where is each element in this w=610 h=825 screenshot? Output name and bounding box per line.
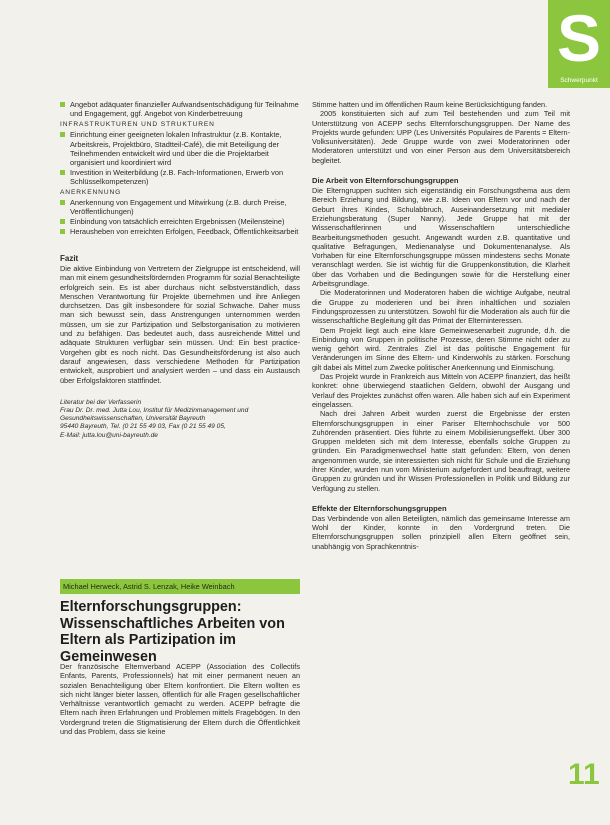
- bullet-list-recognition: [60, 198, 300, 236]
- list-item: Anerkennung von Engagement und Mitwirkung (z.B. durch Preise, Veröffentlichungen): [60, 198, 300, 216]
- article-intro-paragraph: Der französische Elternverband ACEPP (Association des Collectifs Enfants, Parents, Professionnels) hat mit einer permanent neuen an sozialen Benachteiligung über Eltern konfrontiert. Die Eltern wollten es sich nicht länger bieter lassen, öffentlich für alle Fragen gesellschaftlicher Verhältnisse verantwortlich gemacht zu werden. ACEPP befragte die Eltern nach ihren Erfahrungen und Problemen mittels Fragebögen. In den Vordergrund treten die Stigmatisierung der Eltern durch die Öffentlichkeit und das Problem, dass sie keine: [60, 662, 300, 737]
- literature-line: E-Mail: jutta.lou@uni-bayreuth.de: [60, 431, 158, 439]
- paragraph: Stimme hatten und im öffentlichen Raum keine Berücksichtigung fanden.: [312, 100, 548, 109]
- paragraph: Das Projekt wurde in Frankreich aus Mitteln von ACEPP finanziert, das heißt konkret: ohne überwiegend staatlichen Geldern, obwohl der Ausgang und Verlauf des Projektes zunächst offen waren. Alle haben sich auf ein Experiment eingelassen.: [312, 372, 570, 409]
- bullet-list-infrastructure: [60, 130, 300, 186]
- article-authors: Michael Herweck, Astrid S. Lenzak, Heike Weinbach: [60, 579, 300, 594]
- badge-letter: S: [556, 1, 602, 75]
- paragraph: 2005 konstituierten sich auf zum Teil bestehenden und zum Teil mit Unterstützung von ACEPP sechs Elternforschungsgruppen. Der Name des Projekts wurde gefunden: UPP (Les Universités Populaires de Parents = Eltern-Volksuniversitäten). Jede Gruppe wurde von zwei Moderatorinnen oder Moderatoren unterstützt und von einer Person aus dem Universitätsbereich begleitet.: [312, 109, 570, 165]
- fazit-heading: Fazit: [60, 253, 79, 263]
- subheading-work: Die Arbeit von Elternforschungsgruppen: [312, 176, 459, 186]
- section-heading-infrastructure: INFRASTRUKTUREN UND STRUKTUREN: [60, 121, 215, 129]
- fazit-paragraph: Die aktive Einbindung von Vertretern der Zielgruppe ist entscheidend, will man mit einem gesundheitsfördernden Programm für sozial Benachteiligte erfolgreich sein. Es ist aber durchaus nicht selbstverständlich, dass Menschen Verantwortung für Projekte übernehmen und ihre Anliegen durchsetzen. Das gilt insbesondere für sozial Schwache. Daher muss man sich bewusst sein, dass Anstrengungen unternommen werden müssen, um sie zur Partizipation und Selbstorganisation zu motivieren und zu befähigen. Das bedeutet auch, dass ausreichende Mittel und adäquate Strukturen verfügbar sein müssen. Und: Ein best practice-Vorgehen gibt es noch nicht. Das Gesundheitsförderung ist also auch darauf angewiesen, dass verschiedene Methoden für Partizipation entwickelt, ausprobiert und analysiert werden – und dass ein Austausch über Erfolgsfaktoren stattfindet.: [60, 263, 300, 385]
- subheading-effects: Effekte der Elternforschungsgruppen: [312, 503, 447, 513]
- bullet-square-icon: [60, 170, 65, 175]
- bullet-square-icon: [60, 229, 65, 234]
- literature-line: 95440 Bayreuth, Tel. (0 21 55 49 03, Fax (0 21 55 49 05,: [60, 423, 226, 431]
- literature-note: [60, 399, 300, 440]
- bullet-square-icon: [60, 132, 65, 137]
- section-badge: [548, 0, 610, 88]
- paragraph: Die Moderatorinnen und Moderatoren haben die wichtige Aufgabe, neutral die Gruppe zu moderieren und bei ihren inhaltlichen und sozialen Findungsprozessen zu unterstützen. Sowohl für die Moderation als auch für die wissenschaftliche Begleitung gilt das Primat der Elterninteressen.: [312, 288, 570, 326]
- left-column: [60, 100, 300, 440]
- paragraph: Dem Projekt liegt auch eine klare Gemeinwesenarbeit zugrunde, d.h. die Einbindung von Gruppen in politische Prozesse, deren Stimme nicht oder zu wenig gehört wird. Zentrales Ziel ist das politische Engagement für Veränderungen im Sinne des Eltern- und Kinderwohls zu stärken. Forschung gilt dabei als Mittel zum Zwecke politischer Anerkennung und Einmischung.: [312, 325, 570, 372]
- badge-label: Schwerpunkt: [560, 77, 598, 84]
- paragraph: Nach drei Jahren Arbeit wurden zuerst die Ergebnisse der ersten Elternforschungsgruppen in einer Pariser Elternhochschule vor 500 Zuhörenden präsentiert. Dies führte zu einem Mobilisierungseffekt. Über 300 Gruppen meldeten sich mit dem Interesse, ebenfalls solche Gruppen zu gründen. Ein Paradigmenwechsel hatte statt gefunden: Eltern, von denen angenommen wurde, sie interessierten sich nicht für Schule und die Erziehung ihrer Kinder, wurden nun vom Ministerium aufgefordert und beauftragt, weitere Gruppen zu gründen und ihr Wissen Professionellen in Politik und Bildung zur Verfügung zu stellen.: [312, 409, 570, 493]
- article-title: Elternforschungsgruppen: Wissenschaftliches Arbeiten von Eltern als Partizipation im Gemeinwesen: [60, 599, 285, 665]
- section-heading-recognition: ANERKENNUNG: [60, 189, 122, 197]
- bullet-square-icon: [60, 102, 65, 107]
- bullet-square-icon: [60, 200, 65, 205]
- list-item: Einrichtung einer geeigneten lokalen Infrastruktur (z.B. Kontakte, Arbeitskreis, Projektbüro, Stadtteil-Café), die mit Beteiligung der Teilnehmenden entwickelt wird und über die die Projektarbeit organisiert und koordiniert wird: [60, 130, 300, 167]
- literature-line: Frau Dr. Dr. med. Jutta Lou, Institut für Medizinmanagement und Gesundheitswissenschaften, Universität Bayreuth: [60, 407, 249, 423]
- bullet-list-top: [60, 100, 300, 118]
- article-left-column: [60, 662, 300, 736]
- literature-line: Literatur bei der Verfasserin: [60, 398, 142, 406]
- page-number: 11: [568, 758, 600, 791]
- paragraph: Das Verbindende von allen Beteiligten, nämlich das gemeinsame Interesse am Wohl der Kinder, konnte in den Vordergrund treten. Die Elternforschungsgruppen sollen prinzipiell allen Eltern geöffnet sein, unabhängig von Sprachkenntnis-: [312, 513, 570, 551]
- list-item: Investition in Weiterbildung (z.B. Fach-Informationen, Erwerb von Schlüsselkompetenzen): [60, 168, 300, 186]
- list-item: Einbindung von tatsächlich erreichten Ergebnissen (Meilensteine): [60, 217, 300, 226]
- list-item: Herausheben von erreichten Erfolgen, Feedback, Öffentlichkeitsarbeit: [60, 227, 300, 236]
- right-column: [312, 100, 570, 551]
- paragraph: Die Elterngruppen suchten sich eigenständig ein Forschungsthema aus dem Bereich Erziehung und Bildung, wie z.B. Ideen von Eltern vor und nach der Geburt ihres Kindes, Schulabbruch, Auseinandersetzung mit medialer Erziehungsberatung (Super Nanny). Jede Gruppe hat mit der Wissenschaftlerinnen und Wissenschaftlern unterschiedliche Bearbeitungsmethoden gesucht. Angewandt wurden z.B. quantitative und qualitative Befragungen, Medienanalyse und Dokumentenanalyse. Als Vorhaben für eine Elternforschungsgruppe müssen mindestens sechs Monate veranschlagt werden. Sie ist wichtig für die Gruppenkonstitution, die Klarheit über das Vorhaben und die Bedingungen sowie für die Herstellung einer Arbeitsgrundlage.: [312, 186, 570, 289]
- bullet-square-icon: [60, 219, 65, 224]
- list-item: Angebot adäquater finanzieller Aufwandsentschädigung für Teilnahme und Engagement, ggf. Angebot von Kinderbetreuung: [60, 100, 300, 118]
